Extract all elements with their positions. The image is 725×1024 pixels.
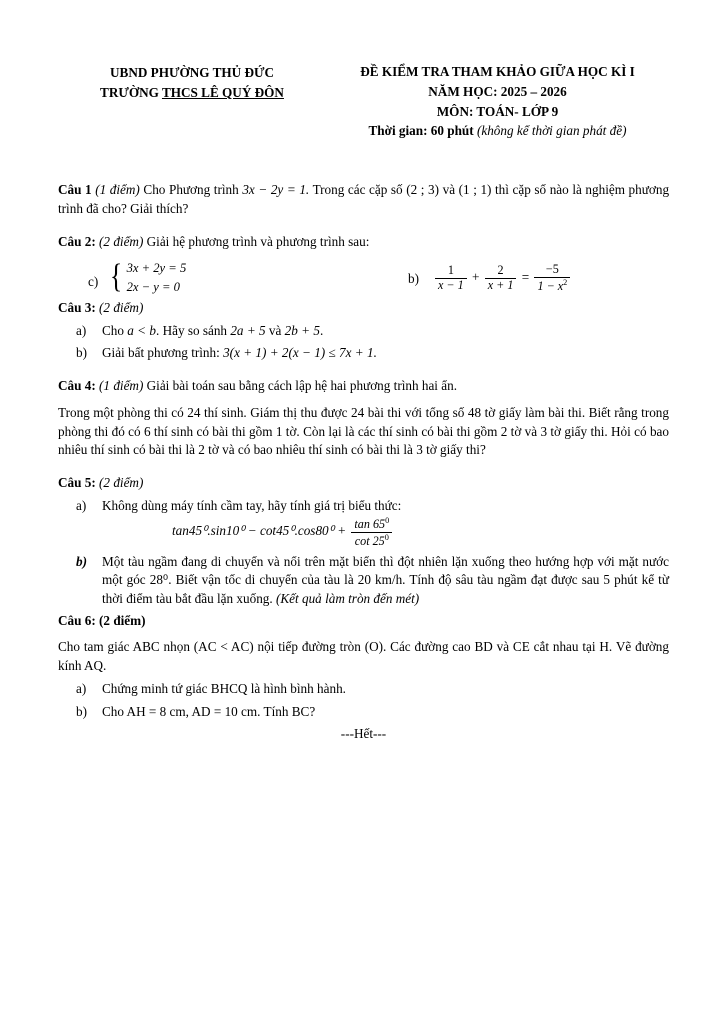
- item-b-marker: b): [76, 553, 87, 569]
- question-1-label: Câu 1: [58, 182, 92, 198]
- question-4: [58, 377, 669, 396]
- question-2-points: (2 điểm): [99, 233, 144, 249]
- item-c-marker: c): [88, 274, 99, 290]
- question-3-item-b: [76, 344, 669, 363]
- question-1-equation: 3x − 2y = 1.: [242, 182, 310, 198]
- question-5-points: (2 điểm): [99, 475, 144, 491]
- question-4-label: Câu 4:: [58, 378, 96, 394]
- question-2-item-b: [388, 259, 669, 294]
- question-4-text: Giải bài toán sau bằng cách lập hệ hai phương trình hai ẩn.: [146, 378, 458, 394]
- item-a-marker: a): [76, 322, 87, 338]
- q3a-text-2: . Hãy so sánh: [155, 322, 228, 338]
- q5a-expression-line: [102, 516, 669, 549]
- item-b-marker: b): [76, 703, 87, 719]
- q5a-expression-text: tan45⁰.sin10⁰ − cot45⁰.cos80⁰ +: [172, 523, 347, 539]
- question-2-item-c: [58, 259, 388, 296]
- fraction-2-denominator: x + 1: [487, 278, 514, 293]
- school-year: NĂM HỌC: 2025 – 2026: [428, 83, 567, 99]
- question-3-label: Câu 3:: [58, 299, 96, 315]
- q5a-fraction-denominator: $\cot 25^0$: [354, 532, 389, 548]
- fraction-3: [534, 263, 570, 294]
- system-brace-icon: {: [110, 258, 123, 296]
- question-5-items: [58, 497, 669, 609]
- exam-title-block: [326, 62, 669, 141]
- item-a-marker: a): [76, 497, 87, 513]
- system-equation-2: 2x − y = 0: [126, 279, 180, 294]
- item-a-marker: a): [76, 680, 87, 696]
- fraction-1: [435, 264, 467, 293]
- school-name: TRƯỜNG THCS LÊ QUÝ ĐÔN: [100, 84, 284, 100]
- q3a-math-2: 2a + 5: [230, 322, 266, 338]
- fraction-3-numerator: −5: [534, 263, 570, 278]
- q3a-text-3: và: [268, 322, 282, 338]
- exam-duration: Thời gian: 60 phút (không kể thời gian phát đề): [368, 123, 627, 139]
- exam-title: ĐỀ KIỂM TRA THAM KHẢO GIỮA HỌC KÌ I: [360, 64, 635, 79]
- q5b-text: Một tàu ngầm đang di chuyển và nổi trên mặt biển thì đột nhiên lặn xuống theo hướng hợp với mặt nước một góc 28⁰. Biết vận tốc di chuyển của tàu là 20 km/h. Tính độ sâu tàu ngầm đạt được sau 5 phút kể từ thời điểm tàu bắt đầu lặn xuống.: [102, 553, 669, 606]
- equals-sign: =: [521, 269, 530, 285]
- school-block: [58, 62, 326, 103]
- q6b-text: Cho AH = 8 cm, AD = 10 cm. Tính BC?: [102, 703, 316, 719]
- question-6-body: Cho tam giác ABC nhọn (AC < AC) nội tiếp đường tròn (O). Các đường cao BD và CE cắt nhau tại H. Vẽ đường kính AQ.: [58, 639, 669, 674]
- question-6-label: Câu 6: (2 điểm): [58, 612, 146, 628]
- question-1: [58, 181, 669, 218]
- question-3: [58, 299, 669, 318]
- question-4-points: (1 điểm): [99, 378, 144, 394]
- fraction-1-numerator: 1: [435, 264, 467, 279]
- question-2-text: Giải hệ phương trình và phương trình sau:: [146, 233, 370, 249]
- fraction-3-denominator-exponent: 2: [563, 278, 568, 288]
- district-name: UBND PHƯỜNG THỦ ĐỨC: [110, 65, 274, 80]
- question-5: [58, 474, 669, 493]
- q3b-math: 3(x + 1) + 2(x − 1) ≤ 7x + 1.: [223, 345, 377, 361]
- question-3-item-a: [76, 322, 669, 341]
- fraction-3-denominator: $1 - x^2$: [537, 278, 568, 294]
- q5a-den-degree: 0: [384, 532, 389, 542]
- question-3-points: (2 điểm): [99, 299, 144, 315]
- fraction-1-denominator: x − 1: [438, 278, 464, 293]
- fraction-equation: [433, 263, 572, 294]
- question-1-text-after: Trong các cặp số (2 ; 3) và (1 ; 1) thì cặp số nào là nghiệm phương trình đã cho? Giải thích?: [58, 182, 670, 216]
- q5a-text: Không dùng máy tính cầm tay, hãy tính giá trị biểu thức:: [102, 497, 402, 513]
- question-2: [58, 233, 669, 252]
- q5a-expression: [172, 515, 394, 548]
- q3b-text: Giải bất phương trình:: [102, 345, 220, 361]
- q3a-text-4: .: [319, 322, 324, 338]
- plus-sign: +: [472, 269, 480, 285]
- document-header: [58, 62, 669, 141]
- question-1-points: (1 điểm): [95, 182, 140, 198]
- subject-grade: MÔN: TOÁN- LỚP 9: [436, 103, 559, 119]
- question-6-items: [58, 680, 669, 721]
- school-name-underlined: THCS LÊ QUÝ ĐÔN: [161, 84, 284, 100]
- fraction-2-numerator: 2: [485, 264, 517, 279]
- question-6: [58, 612, 669, 631]
- question-6-item-a: [76, 680, 669, 699]
- q5a-fraction-numerator: $\tan 65^0$: [351, 516, 392, 533]
- question-5-label: Câu 5:: [58, 475, 96, 491]
- question-5-item-b: [76, 553, 669, 609]
- question-5-item-a: [76, 497, 669, 549]
- q5a-fraction: [351, 516, 392, 549]
- fraction-2: [485, 264, 517, 293]
- q3a-math-1: a < b: [127, 322, 156, 338]
- q5a-num-degree: 0: [385, 515, 390, 525]
- question-4-body: Trong một phòng thi có 24 thí sinh. Giám thị thu được 24 bài thi với tổng số 48 tờ giấy làm bài thi. Biết rằng trong phòng thi đó có 6 thí sinh có bài thi gồm 1 tờ. Còn lại là các thí sinh có bài thi gồm 2 tờ và 3 tờ giấy thi. Hỏi có bao nhiêu thí sinh có bài thi là 2 tờ và có bao nhiêu thí sinh có bài thi là 3 tờ giấy thi?: [58, 404, 669, 458]
- system-equation-1: 3x + 2y = 5: [126, 261, 187, 276]
- question-3-items: [58, 322, 669, 363]
- question-2-label: Câu 2:: [58, 233, 96, 249]
- question-2-equations-row: [58, 259, 669, 296]
- q3a-text-1: Cho: [102, 322, 124, 338]
- q3a-math-3: 2b + 5: [284, 322, 320, 338]
- item-b-marker: b): [76, 345, 87, 361]
- q5b-note: (Kết quả làm tròn đến mét): [275, 590, 420, 606]
- system-equations: [127, 259, 187, 296]
- end-mark: ---Hết---: [340, 726, 387, 742]
- question-1-text-before: Cho Phương trình: [143, 182, 239, 198]
- q6a-text: Chứng minh tứ giác BHCQ là hình bình hành.: [102, 680, 346, 696]
- question-6-item-b: [76, 703, 669, 722]
- item-b-marker: b): [408, 270, 419, 286]
